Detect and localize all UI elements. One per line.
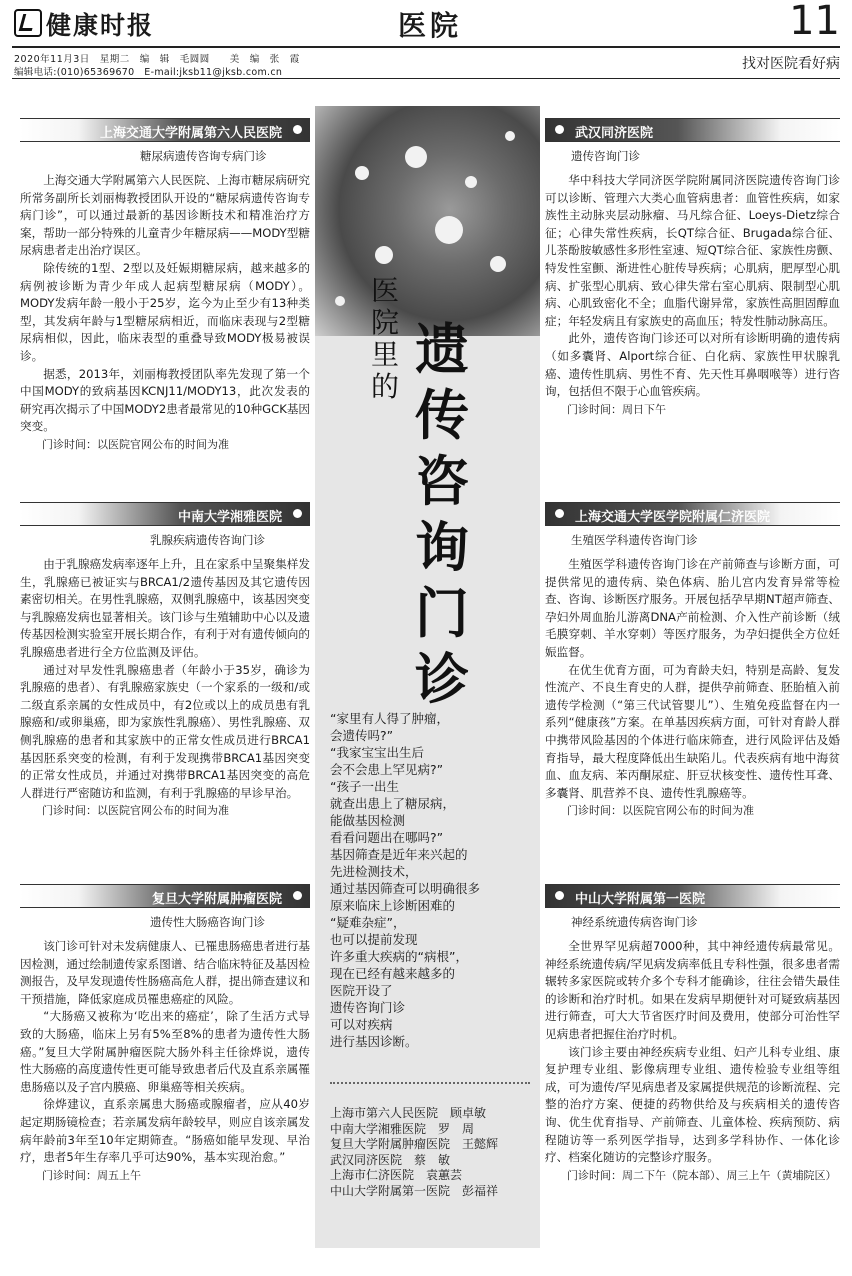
clinic-name: 生殖医学科遗传咨询门诊 <box>571 533 698 547</box>
contributor-line: 上海市第六人民医院 顾卓敏 <box>330 1106 487 1120</box>
article-body <box>20 172 310 454</box>
section-slogan: 找对医院看好病 <box>742 56 840 72</box>
paragraph: 该门诊主要由神经疾病专业组、妇产儿科专业组、康复护理专业组、影像病理专业组、遗传检验专业组等组成，可为遗传/罕见病患者及家属提供规范的诊断流程、完整的治疗方案、便捷的药物供给及与疾病相关的遗传咨询、优生优育指导、产前筛查、儿童体检、疾病预防、病程随访等一系列医学指导，达到多学科协作、一体化诊疗、档案化随访的完整诊疗服务。 <box>545 1044 840 1165</box>
paragraph: 除传统的1型、2型以及妊娠期糖尿病，越来越多的病例被诊断为青少年成人起病型糖尿病（MODY）。MODY发病年龄一般小于25岁，迄今为止至少有13种类型，其发病年龄与1型糖尿病相近，而临床表现与2型糖尿病相似，因此，临床表型的重叠导致MODY极易被误诊。 <box>20 260 310 363</box>
hospital-name: 上海交通大学医学院附属仁济医院 <box>575 510 771 525</box>
clinic-hours: 门诊时间：以医院官网公布的时间为准 <box>42 437 229 451</box>
clinic-name: 乳腺疾病遗传咨询门诊 <box>150 533 265 547</box>
article-body <box>20 938 310 1184</box>
hospital-name: 复旦大学附属肿瘤医院 <box>151 892 282 907</box>
newspaper-logo <box>14 6 154 42</box>
paragraph: 据悉，2013年，刘丽梅教授团队率先发现了第一个中国MODY的致病基因KCNJ11/MODY13，此次发表的研究再次揭示了中国MODY2患者最常见的10种GCK基因突变。 <box>20 366 311 434</box>
bullet-icon <box>555 509 564 518</box>
clinic-name: 糖尿病遗传咨询专病门诊 <box>140 149 267 163</box>
feature-title-big: 遗传咨询门诊 <box>415 317 469 711</box>
dna-molecule-image <box>315 106 540 336</box>
logo-text: 健康时报 <box>46 11 155 40</box>
clinic-hours: 门诊时间：周五上午 <box>42 1168 141 1182</box>
paragraph: 徐烨建议，直系亲属患大肠癌或腺瘤者，应从40岁起定期肠镜检查；若亲属发病年龄较早，则应自该亲属发病年龄前3年至10年定期筛查。“肠癌如能早发现、早治疗，患者5年生存率几乎可达90%，基本实现治愈。” <box>20 1097 310 1165</box>
paragraph: 上海交通大学附属第六人民医院、上海市糖尿病研究所常务副所长刘丽梅教授团队开设的“糖尿病遗传咨询专病门诊”，可以通过最新的基因诊断技术和精准治疗方案，帮助一部分特殊的儿童青少年糖尿病——MODY型糖尿病患者走出治疗误区。 <box>20 173 310 258</box>
paragraph: 由于乳腺癌发病率逐年上升，且在家系中呈聚集样发生，乳腺癌已被证实与BRCA1/2遗传基因及其它遗传因素密切相关。在男性乳腺癌，双侧乳腺癌中，该基因突变与乳腺癌发病也显著相关。该门诊与生殖辅助中心以及遗传基因检测实验室开展长期合作，有利于对有遗传倾向的乳腺癌患者进行全方位监测及评估。 <box>20 557 310 659</box>
clinic-hours: 门诊时间：以医院官网公布的时间为准 <box>567 804 754 818</box>
contributor-list <box>330 1106 535 1199</box>
paragraph: 华中科技大学同济医学院附属同济医院遗传咨询门诊可以诊断、管理六大类心血管病患者：血管性疾病，如家族性主动脉夹层动脉瘤、马凡综合征、Loeys-Dietz综合征；心律失常性疾病，长QT综合征、Brugada综合征、儿茶酚胺敏感性多形性室速、短QT综合征、家族性房颤、特发性室颤、渐进性心脏传导疾病；心肌病，肥厚型心肌病、扩张型心肌病、致心律失常右室心肌病、限制型心肌病、心肌致密化不全；血脂代谢异常，家族性高胆固醇血症；年轻发病且有家族史的高血压；特发性肺动脉高压。 <box>545 173 840 328</box>
hospital-title-bar <box>20 884 310 908</box>
clinic-name: 遗传性大肠癌咨询门诊 <box>150 915 265 929</box>
contributor-line: 武汉同济医院 蔡 敏 <box>330 1152 451 1167</box>
page-number: 11 <box>789 0 840 44</box>
paragraph: 此外，遗传咨询门诊还可以对所有诊断明确的遗传病（如多囊肾、Alport综合征、白化病、家族性甲状腺乳癌、遗传性肌病、男性不育、先天性耳鼻咽喉等）进行咨询，包括但不限于心血管疾病。 <box>545 331 840 399</box>
paragraph: 全世界罕见病超7000种，其中神经遗传病最常见。神经系统遗传病/罕见病发病率低且专科性强，很多患者需辗转多家医院或转介多个专科才能确诊，往往会错失最佳的诊断和治疗时机。如果在发病早期便针对可疑致病基因进行筛查，可大大节省医疗时间及费用，使部分可治性罕见病患者把握住治疗时机。 <box>545 939 840 1041</box>
contributor-line: 复旦大学附属肿瘤医院 王懿辉 <box>330 1137 499 1151</box>
contact-line: 编辑电话:(010)65369670 E-mail:jksb11@jksb.com.cn <box>14 67 283 78</box>
contributor-line: 上海市仁济医院 袁蕙芸 <box>330 1168 463 1182</box>
header-rule-bottom <box>12 78 840 79</box>
paragraph: 通过对早发性乳腺癌患者（年龄小于35岁，确诊为乳腺癌的患者）、有乳腺癌家族史（一个家系的一级和/或二级直系亲属的女性成员中，有2位或以上的成员患有乳腺癌和/或卵巢癌，即为家族性乳腺癌）、男性乳腺癌、双侧乳腺癌的患者和其家族中的正常女性成员进行BRCA1基因胚系突变的检测，有利于发现携带BRCA1基因突变的正常女性成员，并通过对携带BRCA1基因突变的高危人群进行严密随访和监测，有利于乳腺癌的早诊早治。 <box>20 662 310 800</box>
hospital-title-bar <box>20 502 310 526</box>
article-body <box>545 556 840 820</box>
feature-intro-quote: “家里有人得了肿瘤， 会遗传吗?” “我家宝宝出生后 会不会患上罕见病?” “孩子一出生 就查出患上了糖尿病， 能做基因检测 看看问题出在哪吗?” 基因筛查是近年来兴起的 先进检测技术， 通过基因筛查可以明确很多 原来临床上诊断困难的 “疑难杂症”， 也可以提前发现 许多重大疾病的“病根”， 现在已经有越来越多的 医院开设了 遗传咨询门诊 可以对疾病 进行基因诊断。 <box>330 711 481 1049</box>
paragraph: 该门诊可针对未发病健康人、已罹患肠癌患者进行基因检测，通过绘制遗传家系图谱、结合临床特征及基因检测报告，及早发现遗传性肠癌高危人群，提出筛查建议和干预措施，降低家庭成员罹患癌症的风险。 <box>20 939 310 1006</box>
clinic-hours: 门诊时间：以医院官网公布的时间为准 <box>42 804 229 818</box>
hospital-name: 上海交通大学附属第六人民医院 <box>99 126 282 141</box>
article-renji <box>545 502 840 820</box>
masthead <box>0 0 852 78</box>
paragraph: 生殖医学科遗传咨询门诊在产前筛查与诊断方面，可提供常见的遗传病、染色体病、胎儿宫内发育异常等检查、咨询、诊断医疗服务。开展包括孕早期NT超声筛查、孕妇外周血胎儿游离DNA产前检测、介入性产前诊断（绒毛膜穿刺、羊水穿刺）等医疗服务，为孕妇提供全方位妊娠监督。 <box>545 557 840 659</box>
article-sysu-first <box>545 884 840 1184</box>
article-fudan-cancer <box>20 884 310 1184</box>
bullet-icon <box>293 891 302 900</box>
hospital-name: 中山大学附属第一医院 <box>575 892 706 907</box>
hospital-title-bar <box>20 118 310 142</box>
article-wuhan-tongji <box>545 118 840 418</box>
contributor-line: 中山大学附属第一医院 彭福祥 <box>330 1183 499 1198</box>
paragraph: 在优生优育方面，可为育龄夫妇，特别是高龄、复发性流产、不良生育史的人群，提供孕前筛查、胚胎植入前遗传学检测（“第三代试管婴儿”）、生殖免疫监督在内一系列“健康孩”方案。在单基因疾病方面，可针对育龄人群中携带风险基因的个体进行临床筛查，进行风险评估及婚育指导，最大程度降低出生缺陷儿。代表疾病有地中海贫血、血友病、苯丙酮尿症、肝豆状核变性、遗传性耳聋、多囊肾、肌营养不良、遗传性乳腺癌等。 <box>545 662 840 800</box>
bullet-icon <box>555 125 564 134</box>
article-shanghai-sixth <box>20 118 310 454</box>
paragraph: “大肠癌又被称为‘吃出来的癌症’，除了生活方式导致的大肠癌，临床上另有5%至8%的患者为遗传性大肠癌。”复旦大学附属肿瘤医院大肠外科主任徐烨说，遗传性大肠癌的高度遗传性更可能导致患者后代及直系亲属罹患肠癌以及子宫内膜癌、卵巢癌等相关疾病。 <box>20 1009 310 1094</box>
dotted-divider <box>330 1082 530 1084</box>
feature-title-small: 医院里的 <box>370 274 399 403</box>
clinic-name: 神经系统遗传病咨询门诊 <box>571 915 698 929</box>
contributor-line: 中南大学湘雅医院 罗 周 <box>330 1121 475 1136</box>
article-xiangya <box>20 502 310 820</box>
clinic-hours: 门诊时间：周二下午（院本部）、周三上午（黄埔院区） <box>567 1168 837 1182</box>
article-body <box>545 938 840 1184</box>
hospital-title-bar <box>545 502 840 526</box>
header-rule <box>12 46 840 48</box>
bullet-icon <box>555 891 564 900</box>
bullet-icon <box>293 509 302 518</box>
logo-mark-icon <box>14 9 42 37</box>
article-body <box>20 556 310 820</box>
bullet-icon <box>293 125 302 134</box>
hospital-title-bar <box>545 118 840 142</box>
clinic-hours: 门诊时间：周日下午 <box>567 402 666 416</box>
hospital-name: 中南大学湘雅医院 <box>177 510 282 525</box>
clinic-name: 遗传咨询门诊 <box>571 149 640 163</box>
article-body <box>545 172 840 418</box>
hospital-name: 武汉同济医院 <box>575 126 654 141</box>
date-editor-line: 2020年11月3日 星期二 编 辑 毛圆圆 美 编 张 霞 <box>14 54 300 65</box>
hospital-title-bar <box>545 884 840 908</box>
section-title: 医院 <box>397 9 462 42</box>
